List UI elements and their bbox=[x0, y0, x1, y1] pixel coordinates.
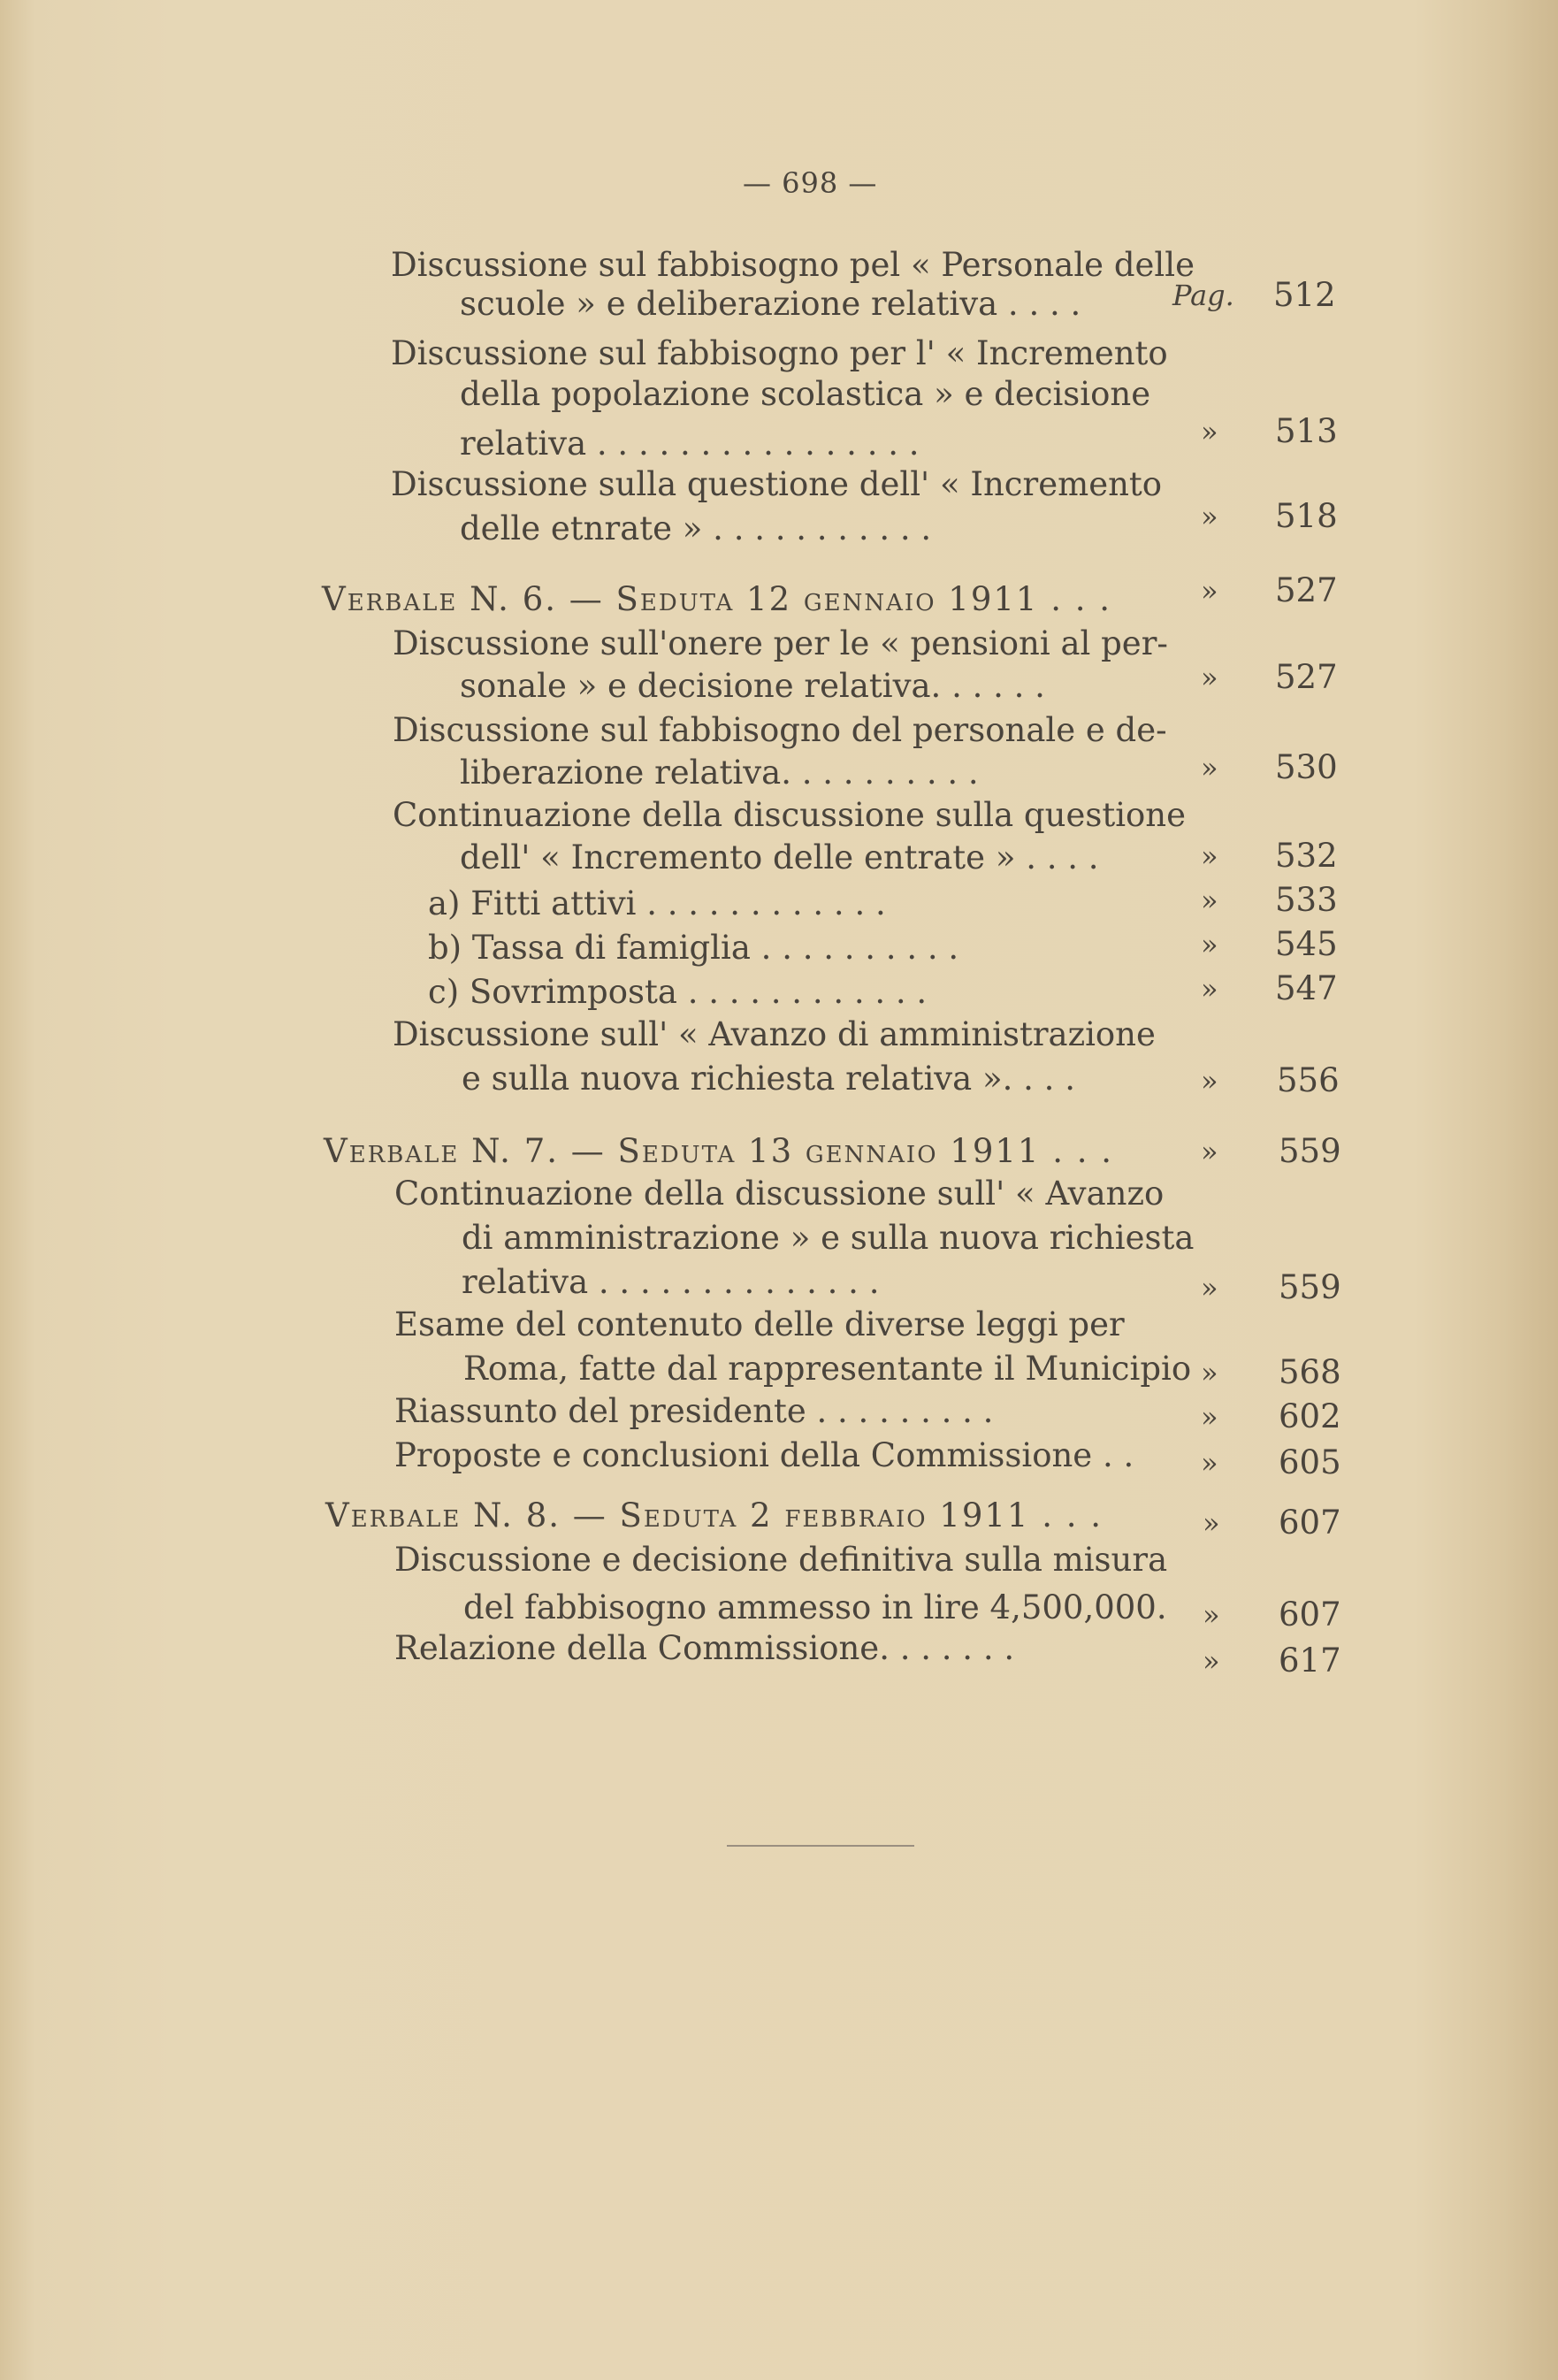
verbale-heading: Verbale N. 8. — Seduta 2 febbraio 1911 . . . bbox=[325, 1496, 1104, 1534]
page-ref: 559 bbox=[1279, 1132, 1341, 1170]
toc-entry-line: Continuazione della discussione sull' « Avanzo bbox=[394, 1175, 1165, 1213]
page-number: — 698 — bbox=[743, 166, 878, 200]
toc-entry-line: sonale » e decisione relativa. . . . . . bbox=[460, 667, 1045, 705]
toc-entry-line: relativa . . . . . . . . . . . . . . . . bbox=[460, 425, 920, 463]
toc-entry-line: della popolazione scolastica » e decisione bbox=[460, 375, 1151, 413]
ditto-mark: » bbox=[1201, 1135, 1218, 1168]
toc-entry-line: Proposte e conclusioni della Commissione . . bbox=[394, 1436, 1134, 1474]
ditto-mark: » bbox=[1201, 415, 1218, 448]
page-ref: 605 bbox=[1279, 1443, 1341, 1481]
toc-entry-line: delle etnrate » . . . . . . . . . . . bbox=[460, 509, 932, 547]
page-ref: 533 bbox=[1275, 881, 1338, 919]
page-ref: 607 bbox=[1279, 1596, 1341, 1634]
page-ref: 602 bbox=[1279, 1397, 1341, 1435]
ditto-mark: » bbox=[1201, 1064, 1218, 1098]
toc-entry-line: Roma, fatte dal rappresentante il Municipio bbox=[463, 1350, 1192, 1388]
toc-entry-line: Discussione sul fabbisogno pel « Personale delle bbox=[391, 246, 1195, 284]
ditto-mark: » bbox=[1203, 1506, 1220, 1540]
ditto-mark: » bbox=[1201, 928, 1218, 961]
verbale-heading: Verbale N. 6. — Seduta 12 gennaio 1911 . . . bbox=[322, 580, 1112, 618]
page-ref: 532 bbox=[1275, 837, 1338, 875]
toc-entry-line: liberazione relativa. . . . . . . . . . bbox=[460, 754, 979, 792]
ditto-mark: » bbox=[1201, 884, 1218, 917]
toc-entry-line: Discussione sulla questione dell' « Incremento bbox=[391, 465, 1163, 503]
toc-entry-line: Discussione sull' « Avanzo di amministrazione bbox=[393, 1015, 1156, 1053]
verbale-heading: Verbale N. 7. — Seduta 13 gennaio 1911 . . . bbox=[324, 1132, 1114, 1170]
toc-subentry-line: a) Fitti attivi . . . . . . . . . . . . bbox=[428, 884, 886, 922]
page-ref: 527 bbox=[1275, 571, 1338, 609]
ditto-mark: » bbox=[1201, 661, 1218, 694]
ditto-mark: » bbox=[1203, 1644, 1220, 1678]
page-ref: 607 bbox=[1279, 1504, 1341, 1542]
page-ref: 568 bbox=[1279, 1353, 1341, 1391]
toc-entry-line: del fabbisogno ammesso in lire 4,500,000. bbox=[463, 1588, 1167, 1626]
ditto-mark: » bbox=[1201, 1271, 1218, 1305]
ditto-mark: » bbox=[1203, 1598, 1220, 1632]
ditto-mark: » bbox=[1201, 751, 1218, 784]
page-ref: 512 bbox=[1273, 276, 1336, 314]
toc-entry-line: Esame del contenuto delle diverse leggi per bbox=[394, 1305, 1125, 1343]
page-ref: 518 bbox=[1275, 497, 1338, 535]
toc-entry-line: di amministrazione » e sulla nuova richiesta bbox=[462, 1219, 1195, 1257]
page-ref: 545 bbox=[1275, 925, 1338, 963]
toc-entry-line: Continuazione della discussione sulla questione bbox=[393, 796, 1187, 834]
ditto-mark: » bbox=[1201, 1446, 1218, 1480]
toc-entry-line: Riassunto del presidente . . . . . . . . . bbox=[394, 1392, 994, 1430]
toc-subentry-line: b) Tassa di famiglia . . . . . . . . . . bbox=[428, 929, 959, 967]
ditto-mark: » bbox=[1201, 972, 1218, 1006]
page-ref: 547 bbox=[1275, 969, 1338, 1007]
toc-subentry-line: c) Sovrimposta . . . . . . . . . . . . bbox=[428, 973, 928, 1011]
toc-entry-line: Discussione sul fabbisogno per l' « Incremento bbox=[391, 334, 1168, 372]
page-abbrev: Pag. bbox=[1172, 279, 1234, 312]
toc-entry-line: scuole » e deliberazione relativa . . . . bbox=[460, 285, 1081, 323]
toc-entry-line: Discussione e decisione definitiva sulla misura bbox=[394, 1541, 1168, 1579]
ditto-mark: » bbox=[1201, 1400, 1218, 1434]
toc-entry-line: Discussione sul fabbisogno del personale e de- bbox=[393, 711, 1167, 749]
page-ref: 527 bbox=[1275, 658, 1338, 696]
page-ref: 556 bbox=[1277, 1061, 1340, 1099]
ditto-mark: » bbox=[1201, 839, 1218, 873]
page-ref: 617 bbox=[1279, 1642, 1341, 1680]
ditto-mark: » bbox=[1201, 500, 1218, 533]
toc-entry-line: Discussione sull'onere per le « pensioni al per- bbox=[393, 624, 1168, 662]
page-ref: 530 bbox=[1275, 748, 1338, 786]
closing-rule bbox=[727, 1845, 914, 1847]
page-ref: 513 bbox=[1275, 412, 1338, 450]
toc-entry-line: dell' « Incremento delle entrate » . . . . bbox=[460, 838, 1099, 876]
ditto-mark: » bbox=[1201, 574, 1218, 608]
toc-entry-line: e sulla nuova richiesta relativa ». . . . bbox=[462, 1060, 1075, 1098]
toc-entry-line: Relazione della Commissione. . . . . . . bbox=[394, 1629, 1015, 1667]
toc-entry-line: relativa . . . . . . . . . . . . . . bbox=[462, 1263, 880, 1301]
ditto-mark: » bbox=[1201, 1356, 1218, 1389]
page-ref: 559 bbox=[1279, 1268, 1341, 1306]
